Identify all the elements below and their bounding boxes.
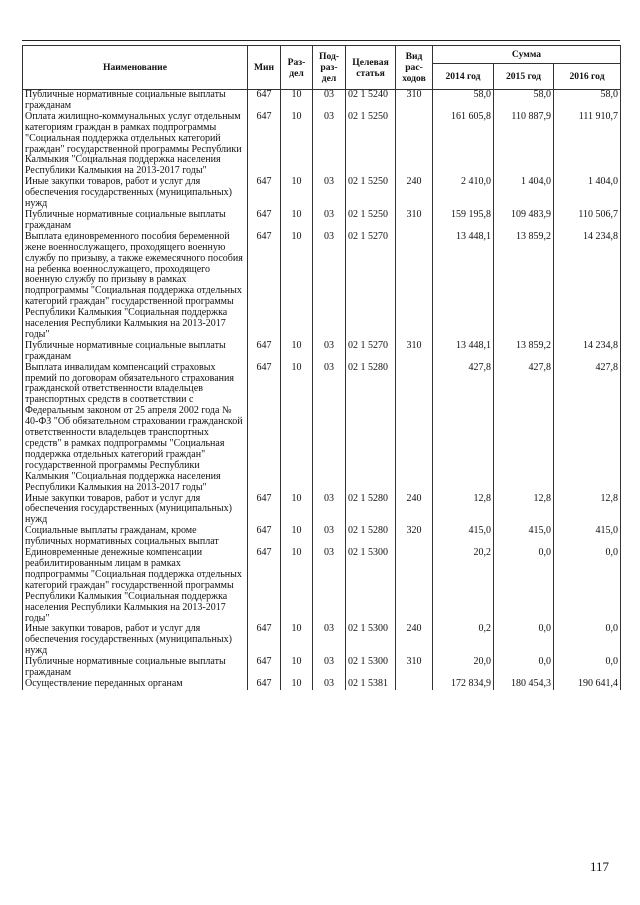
header-2015: 2015 год	[494, 64, 554, 90]
row-razdel: 10	[281, 177, 313, 210]
row-name: Осуществление переданных органам	[23, 679, 248, 690]
row-sum-2016: 0,0	[554, 548, 621, 624]
row-podrazdel: 03	[313, 548, 346, 624]
header-2014: 2014 год	[433, 64, 494, 90]
row-sum-2015: 13 859,2	[494, 232, 554, 341]
row-sum-2015: 415,0	[494, 526, 554, 548]
row-sum-2015: 109 483,9	[494, 210, 554, 232]
row-min: 647	[248, 210, 281, 232]
table-row	[23, 210, 621, 232]
row-sum-2015: 0,0	[494, 657, 554, 679]
row-sum-2014: 427,8	[433, 363, 494, 494]
row-sum-2016: 427,8	[554, 363, 621, 494]
row-celevaya: 02 1 5250	[346, 112, 396, 177]
row-min: 647	[248, 177, 281, 210]
row-celevaya: 02 1 5250	[346, 177, 396, 210]
row-name: Иные закупки товаров, работ и услуг для обеспечения государственных (муниципальных) нужд	[23, 624, 248, 657]
row-name: Публичные нормативные социальные выплаты гражданам	[23, 341, 248, 363]
row-vid: 310	[396, 210, 433, 232]
table-row	[23, 548, 621, 624]
row-sum-2014: 58,0	[433, 90, 494, 112]
row-podrazdel: 03	[313, 210, 346, 232]
row-celevaya: 02 1 5280	[346, 494, 396, 527]
row-podrazdel: 03	[313, 526, 346, 548]
row-sum-2016: 0,0	[554, 624, 621, 657]
header-vid: Вид рас- ходов	[396, 46, 433, 90]
row-celevaya: 02 1 5280	[346, 526, 396, 548]
row-podrazdel: 03	[313, 624, 346, 657]
row-name: Единовременные денежные компенсации реабилитированным лицам в рамках подпрограммы "Социальная поддержка отдельных категорий граждан" государственной программы Республики Калмыкия "Социальная поддержка населения Республики Калмыкия на 2013-2017 годы"	[23, 548, 248, 624]
row-razdel: 10	[281, 341, 313, 363]
table-row	[23, 177, 621, 210]
row-sum-2014: 20,2	[433, 548, 494, 624]
row-sum-2014: 0,2	[433, 624, 494, 657]
header-podrazdel: Под- раз- дел	[313, 46, 346, 90]
row-sum-2014: 159 195,8	[433, 210, 494, 232]
row-vid	[396, 679, 433, 690]
row-vid: 240	[396, 177, 433, 210]
row-celevaya: 02 1 5300	[346, 657, 396, 679]
row-min: 647	[248, 494, 281, 527]
row-min: 647	[248, 657, 281, 679]
row-celevaya: 02 1 5270	[346, 232, 396, 341]
row-podrazdel: 03	[313, 679, 346, 690]
row-sum-2015: 1 404,0	[494, 177, 554, 210]
table-row	[23, 526, 621, 548]
row-min: 647	[248, 363, 281, 494]
row-podrazdel: 03	[313, 112, 346, 177]
row-name: Публичные нормативные социальные выплаты гражданам	[23, 657, 248, 679]
row-podrazdel: 03	[313, 341, 346, 363]
row-podrazdel: 03	[313, 363, 346, 494]
row-min: 647	[248, 526, 281, 548]
row-min: 647	[248, 548, 281, 624]
header-2016: 2016 год	[554, 64, 621, 90]
page-number: 117	[590, 859, 610, 874]
row-razdel: 10	[281, 526, 313, 548]
row-razdel: 10	[281, 90, 313, 112]
row-min: 647	[248, 624, 281, 657]
row-celevaya: 02 1 5270	[346, 341, 396, 363]
row-name: Иные закупки товаров, работ и услуг для обеспечения государственных (муниципальных) нужд	[23, 177, 248, 210]
row-sum-2014: 13 448,1	[433, 232, 494, 341]
header-summa: Сумма	[433, 46, 621, 64]
row-sum-2016: 58,0	[554, 90, 621, 112]
row-vid: 310	[396, 90, 433, 112]
table-row	[23, 494, 621, 527]
row-razdel: 10	[281, 210, 313, 232]
table-row	[23, 232, 621, 341]
table-body	[23, 90, 621, 690]
row-sum-2015: 180 454,3	[494, 679, 554, 690]
row-sum-2015: 0,0	[494, 548, 554, 624]
row-min: 647	[248, 90, 281, 112]
table-row	[23, 679, 621, 690]
row-name: Выплата инвалидам компенсаций страховых премий по договорам обязательного страхования гражданской ответственности владельцев транспортных средств в соответствии с Федеральным законом от 25 апреля 2002 года № 40-ФЗ "Об обязательном страховании гражданской ответственности владельцев транспортных средств" в рамках подпрограммы "Социальная поддержка отдельных категорий граждан" государственной программы Республики Калмыкия "Социальная поддержка населения Республики Калмыкия на 2013-2017 годы"	[23, 363, 248, 494]
row-vid: 240	[396, 624, 433, 657]
row-vid	[396, 548, 433, 624]
header-celevaya: Целевая статья	[346, 46, 396, 90]
row-vid: 310	[396, 341, 433, 363]
row-name: Публичные нормативные социальные выплаты гражданам	[23, 210, 248, 232]
row-sum-2015: 13 859,2	[494, 341, 554, 363]
row-podrazdel: 03	[313, 177, 346, 210]
row-name: Оплата жилищно-коммунальных услуг отдельным категориям граждан в рамках подпрограммы "Социальная поддержка отдельных категорий граждан" государственной программы Республики Калмыкия "Социальная поддержка населения Республики Калмыкия на 2013-2017 годы"	[23, 112, 248, 177]
row-name: Публичные нормативные социальные выплаты гражданам	[23, 90, 248, 112]
row-podrazdel: 03	[313, 657, 346, 679]
row-razdel: 10	[281, 548, 313, 624]
table-row	[23, 363, 621, 494]
row-sum-2016: 415,0	[554, 526, 621, 548]
row-celevaya: 02 1 5240	[346, 90, 396, 112]
row-razdel: 10	[281, 679, 313, 690]
row-sum-2016: 12,8	[554, 494, 621, 527]
row-celevaya: 02 1 5300	[346, 548, 396, 624]
row-min: 647	[248, 679, 281, 690]
table-row	[23, 624, 621, 657]
row-celevaya: 02 1 5250	[346, 210, 396, 232]
row-sum-2016: 14 234,8	[554, 232, 621, 341]
row-sum-2016: 190 641,4	[554, 679, 621, 690]
row-sum-2016: 110 506,7	[554, 210, 621, 232]
row-razdel: 10	[281, 112, 313, 177]
row-vid	[396, 363, 433, 494]
row-sum-2016: 111 910,7	[554, 112, 621, 177]
row-razdel: 10	[281, 494, 313, 527]
top-rule	[22, 40, 620, 41]
row-sum-2015: 110 887,9	[494, 112, 554, 177]
row-sum-2015: 58,0	[494, 90, 554, 112]
budget-table	[22, 45, 621, 690]
row-vid: 240	[396, 494, 433, 527]
table-header	[23, 46, 621, 90]
row-sum-2015: 427,8	[494, 363, 554, 494]
row-min: 647	[248, 341, 281, 363]
row-razdel: 10	[281, 624, 313, 657]
row-sum-2014: 161 605,8	[433, 112, 494, 177]
header-min: Мин	[248, 46, 281, 90]
row-sum-2016: 1 404,0	[554, 177, 621, 210]
row-celevaya: 02 1 5280	[346, 363, 396, 494]
row-min: 647	[248, 232, 281, 341]
row-celevaya: 02 1 5300	[346, 624, 396, 657]
table-row	[23, 657, 621, 679]
row-sum-2014: 12,8	[433, 494, 494, 527]
row-sum-2015: 12,8	[494, 494, 554, 527]
row-name: Выплата единовременного пособия беременной жене военнослужащего, проходящего военную службу по призыву, а также ежемесячного пособия на ребенка военнослужащего, проходящего военную службу по призыву в рамках подпрограммы "Социальная поддержка отдельных категорий граждан" государственной программы Республики Калмыкия "Социальная поддержка населения Республики Калмыкия на 2013-2017 годы"	[23, 232, 248, 341]
row-razdel: 10	[281, 657, 313, 679]
row-podrazdel: 03	[313, 90, 346, 112]
table-row	[23, 112, 621, 177]
row-vid	[396, 112, 433, 177]
header-name: Наименование	[23, 46, 248, 90]
row-min: 647	[248, 112, 281, 177]
row-sum-2014: 415,0	[433, 526, 494, 548]
row-vid: 310	[396, 657, 433, 679]
row-razdel: 10	[281, 363, 313, 494]
row-sum-2016: 0,0	[554, 657, 621, 679]
row-sum-2014: 13 448,1	[433, 341, 494, 363]
row-sum-2015: 0,0	[494, 624, 554, 657]
table-row	[23, 341, 621, 363]
row-podrazdel: 03	[313, 232, 346, 341]
row-vid	[396, 232, 433, 341]
row-sum-2014: 172 834,9	[433, 679, 494, 690]
row-sum-2016: 14 234,8	[554, 341, 621, 363]
row-name: Социальные выплаты гражданам, кроме публичных нормативных социальных выплат	[23, 526, 248, 548]
row-vid: 320	[396, 526, 433, 548]
row-sum-2014: 2 410,0	[433, 177, 494, 210]
row-name: Иные закупки товаров, работ и услуг для обеспечения государственных (муниципальных) нужд	[23, 494, 248, 527]
row-celevaya: 02 1 5381	[346, 679, 396, 690]
header-razdel: Раз- дел	[281, 46, 313, 90]
row-razdel: 10	[281, 232, 313, 341]
table-row	[23, 90, 621, 112]
row-sum-2014: 20,0	[433, 657, 494, 679]
row-podrazdel: 03	[313, 494, 346, 527]
